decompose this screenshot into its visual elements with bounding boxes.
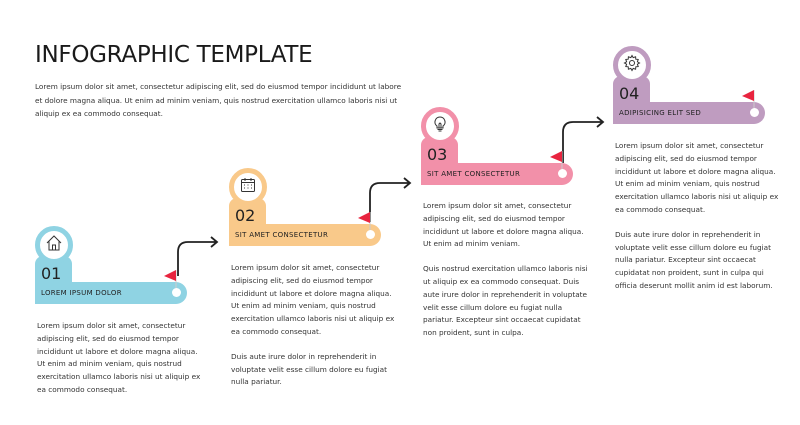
step-03-description [423, 200, 593, 352]
flag-icon [741, 88, 757, 110]
icon-ring [229, 168, 267, 206]
gear-icon [623, 54, 641, 76]
icon-ring [35, 226, 73, 264]
step-label: SIT AMET CONSECTETUR [235, 231, 329, 239]
step-02-description [231, 262, 401, 401]
icon-ring [421, 107, 459, 145]
pin-dot [172, 288, 181, 297]
step-number: 03 [427, 145, 448, 164]
pin-dot [558, 169, 567, 178]
step-label: LOREM IPSUM DOLOR [41, 289, 122, 297]
paragraph: Lorem ipsum dolor sit amet, consectetur adipiscing elit, sed do eiusmod tempor incididunt ut labore et dolore magna aliqua. Ut enim ad minim veniam, quis nostrud exercitation ullamco laboris nisi ut aliquip ex ea commodo consequat. [37, 321, 201, 394]
pin-dot [750, 108, 759, 117]
step-label: ADIPISICING ELIT SED [619, 109, 702, 117]
intro-text: Lorem ipsum dolor sit amet, consectetur adipiscing elit, sed do eiusmod tempor incididunt ut labore et dolore magna aliqua. Ut enim ad minim veniam, quis nostrud exercitation ullamco laboris nisi ut aliquip ex ea commodo consequat. [35, 82, 402, 118]
step-label: SIT AMET CONSECTETUR [427, 170, 521, 178]
paragraph: Duis aute irure dolor in reprehenderit in voluptate velit esse cillum dolore eu fugiat nulla pariatur. Excepteur sint occaecat cupidatat non proident, sunt in culpa qui officia deserunt mollit anim id est laborum. [615, 229, 773, 290]
step-number: 01 [41, 264, 62, 283]
step-number: 02 [235, 206, 256, 225]
flag-icon [357, 210, 373, 232]
paragraph: Lorem ipsum dolor sit amet, consectetur adipiscing elit, sed do eiusmod tempor incididunt ut labore et dolore magna aliqua. Ut enim ad minim veniam. [423, 201, 584, 249]
paragraph: Lorem ipsum dolor sit amet, consectetur adipiscing elit, sed do eiusmod tempor incididunt ut labore et dolore magna aliqua. Ut enim ad minim veniam, quis nostrud exercitation ullamco laboris nisi ut aliquip ex ea commodo consequat. [231, 263, 395, 336]
icon-ring [613, 46, 651, 84]
calendar-icon [239, 176, 257, 198]
flag-icon [163, 268, 179, 290]
home-icon [45, 234, 63, 256]
pin-dot [366, 230, 375, 239]
paragraph: Lorem ipsum dolor sit amet, consectetur adipiscing elit, sed do eiusmod tempor incididunt ut labore et dolore magna aliqua. Ut enim ad minim veniam, quis nostrud exercitation ullamco laboris nisi ut aliquip ex ea commodo consequat. [615, 141, 779, 214]
lightbulb-icon [431, 115, 449, 137]
step-01-description [37, 320, 207, 409]
step-number: 04 [619, 84, 640, 103]
step-04-description [615, 140, 785, 305]
paragraph: Duis aute irure dolor in reprehenderit in voluptate velit esse cillum dolore eu fugiat nulla pariatur. [231, 351, 388, 387]
flag-icon [549, 149, 565, 171]
page-title: INFOGRAPHIC TEMPLATE [35, 42, 313, 68]
paragraph: Quis nostrud exercitation ullamco laboris nisi ut aliquip ex ea commodo consequat. Duis aute irure dolor in reprehenderit in voluptate velit esse cillum dolore eu fugiat nulla pariatur. Excepteur sint occaecat cupidatat non proident, sunt in culpa. [423, 264, 588, 338]
